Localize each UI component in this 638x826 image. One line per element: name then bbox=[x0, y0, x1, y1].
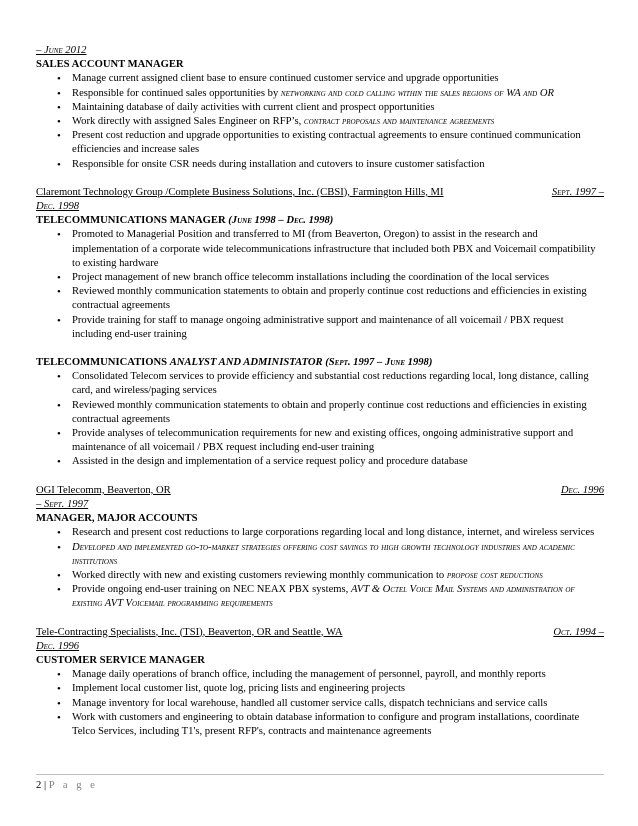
job-section-customer-service bbox=[36, 626, 604, 740]
list-item: • Manage inventory for local warehouse, handled all customer service calls, dispatch technicians and service calls bbox=[36, 697, 604, 711]
resume-page bbox=[36, 44, 604, 739]
duties-list bbox=[36, 668, 604, 739]
employer-dates-cont: Dec. 1996 bbox=[36, 640, 80, 652]
employer-line bbox=[36, 626, 604, 640]
employer-name: Claremont Technology Group /Complete Business Solutions, Inc. (CBSI), Farmington Hills, MI bbox=[36, 186, 444, 198]
employer-name: Tele-Contracting Specialists, Inc. (TSI), Beaverton, OR and Seattle, WA bbox=[36, 626, 343, 638]
page-footer bbox=[36, 774, 604, 793]
duties-list bbox=[36, 72, 604, 171]
list-item: • Work directly with assigned Sales Engineer on RFP’s, contract proposals and maintenance agreements bbox=[36, 115, 604, 129]
job-title: CUSTOMER SERVICE MANAGER bbox=[36, 654, 205, 666]
job-title: SALES ACCOUNT MANAGER bbox=[36, 59, 184, 71]
duties-list bbox=[36, 526, 604, 611]
job-section-telecom-manager bbox=[36, 186, 604, 342]
list-item: • Maintaining database of daily activities with current client and prospect opportunities bbox=[36, 101, 604, 115]
list-item: • Work with customers and engineering to obtain database information to configure and program installations, coordinate Telco Services, including T1's, present RFP's, contracts and maintenance agreements bbox=[36, 711, 604, 739]
list-item: • Project management of new branch office telecomm installations including the coordination of the local services bbox=[36, 271, 604, 285]
job-dates: – June 2012 bbox=[36, 45, 87, 56]
duties-list bbox=[36, 228, 604, 342]
emphasis-text: AVT & Octel Voice Mail Systems and administration of existing AVT Voicemail programming requirements bbox=[72, 584, 575, 610]
employer-line bbox=[36, 484, 604, 498]
emphasis-text: propose cost reductions bbox=[446, 569, 543, 581]
employer-name: OGI Telecomm, Beaverton, OR bbox=[36, 484, 171, 496]
job-section-sales-account-manager bbox=[36, 44, 604, 172]
emphasis-text: contract proposals and maintenance agreements bbox=[303, 116, 495, 128]
employer-dates-cont: – Sept. 1997 bbox=[36, 498, 89, 510]
list-item: • Present cost reduction and upgrade opportunities to existing contractual agreements to ensure continued communication efficiencies and increase sales bbox=[36, 129, 604, 157]
job-title: MANAGER, MAJOR ACCOUNTS bbox=[36, 513, 198, 525]
list-item: • Manage current assigned client base to ensure continued customer service and upgrade opportunities bbox=[36, 72, 604, 86]
page-separator: | bbox=[43, 780, 47, 791]
list-item: • Developed and implemented go-to-market strategies offering cost savings to high growth technology industries and academic institutions bbox=[36, 541, 604, 569]
list-item: • Promoted to Managerial Position and transferred to MI (from Beaverton, Oregon) to assist in the research and implementation of a corporate wide telecommunications infrastructure that included both PBX and Voicemail compatibility to existing hardware bbox=[36, 228, 604, 271]
list-item: • Consolidated Telecom services to provide efficiency and substantial cost reductions regarding local, long distance, calling card, and wireless/paging services bbox=[36, 370, 604, 398]
list-item: • Implement local customer list, quote log, pricing lists and engineering projects bbox=[36, 682, 604, 696]
job-title: TELECOMMUNICATIONS MANAGER (June 1998 – Dec. 1998) bbox=[36, 215, 334, 227]
emphasis-text: networking and cold calling within the sales regions of WA and OR bbox=[280, 87, 554, 99]
job-section-telecom-analyst bbox=[36, 356, 604, 470]
list-item: • Provide ongoing end-user training on NEC NEAX PBX systems, AVT & Octel Voice Mail Systems and administration of existing AVT Voicemail programming requirements bbox=[36, 583, 604, 611]
employer-dates: Sept. 1997 – bbox=[551, 186, 604, 198]
list-item: • Provide training for staff to manage ongoing administrative support and maintenance of all voicemail / PBX request including end-user training bbox=[36, 314, 604, 342]
employer-dates: Oct. 1994 – bbox=[553, 626, 604, 638]
job-title-italic: ANALYST AND ADMINISTATOR (Sept. 1997 – June 1998) bbox=[169, 357, 433, 369]
job-title: TELECOMMUNICATIONS ANALYST AND ADMINISTATOR (Sept. 1997 – June 1998) bbox=[36, 357, 433, 369]
employer-dates: Dec. 1996 bbox=[560, 484, 604, 496]
employer-line bbox=[36, 186, 604, 200]
list-item: • Reviewed monthly communication statements to obtain and properly continue cost reductions and efficiencies in existing contractual agreements bbox=[36, 399, 604, 427]
list-item: • Worked directly with new and existing customers reviewing monthly communication to propose cost reductions bbox=[36, 569, 604, 583]
page-number: 2 bbox=[36, 780, 42, 791]
page-label: P a g e bbox=[48, 780, 98, 791]
list-item: • Manage daily operations of branch office, including the management of personnel, payroll, and monthly reports bbox=[36, 668, 604, 682]
list-item: • Provide analyses of telecommunication requirements for new and existing offices, ongoing administrative support and maintenance of all voicemail / PBX request including end-user training bbox=[36, 427, 604, 455]
list-item: • Responsible for onsite CSR needs during installation and cutovers to insure customer satisfaction bbox=[36, 158, 604, 172]
employer-dates-cont: Dec. 1998 bbox=[36, 201, 80, 213]
list-item: • Research and present cost reductions to large corporations regarding local and long distance, internet, and wireless services bbox=[36, 526, 604, 540]
list-item: • Reviewed monthly communication statements to obtain and properly continue cost reductions and efficiencies in existing contractual agreements bbox=[36, 285, 604, 313]
list-item: • Assisted in the design and implementation of a service request policy and procedure database bbox=[36, 455, 604, 469]
job-title-dates: (June 1998 – Dec. 1998) bbox=[228, 215, 334, 227]
duties-list bbox=[36, 370, 604, 469]
list-item: • Responsible for continued sales opportunities by networking and cold calling within the sales regions of WA and OR bbox=[36, 87, 604, 101]
job-section-major-accounts bbox=[36, 484, 604, 612]
